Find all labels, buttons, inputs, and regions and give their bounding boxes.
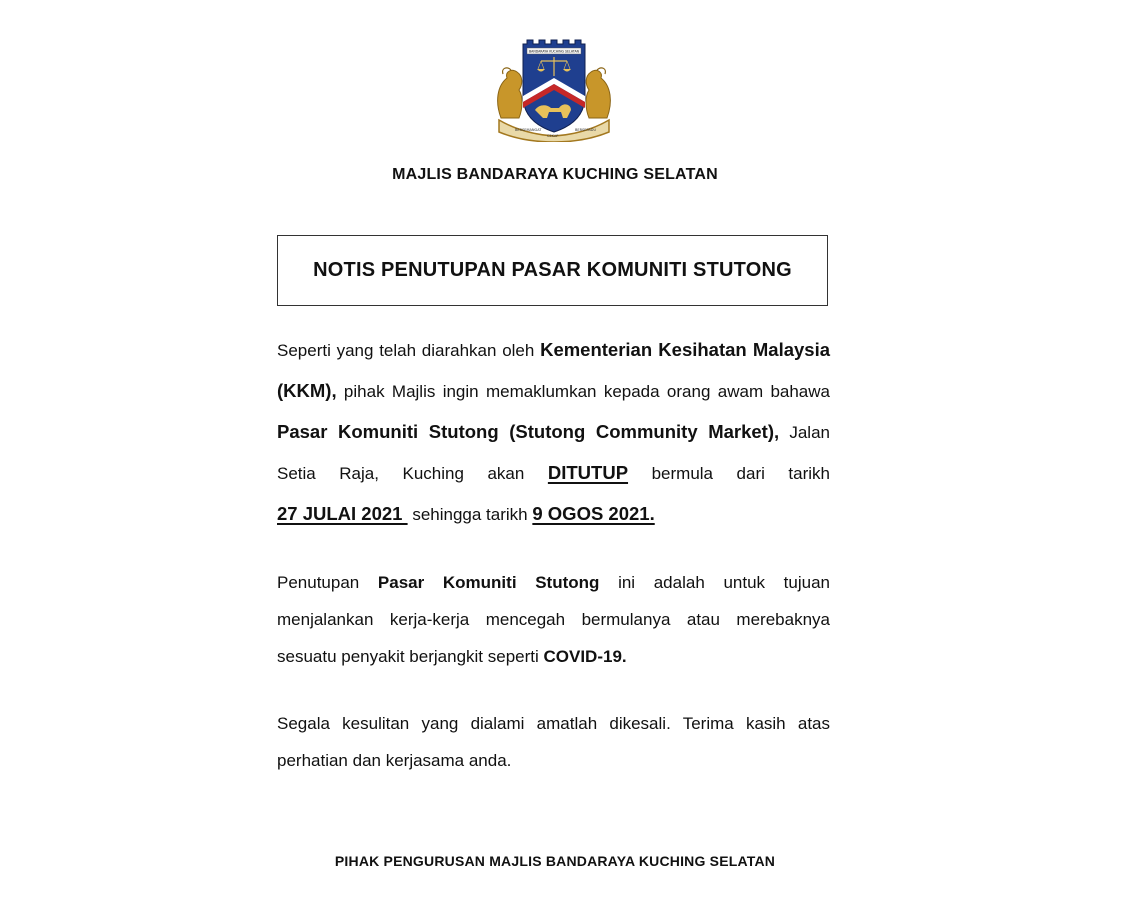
notice-paragraph-1 <box>277 330 830 535</box>
p1-text-2: pihak Majlis ingin memaklumkan kepada orang awam bahawa <box>336 382 830 401</box>
notice-paragraph-3: Segala kesulitan yang dialami amatlah dikesali. Terima kasih atas perhatian dan kerjasama anda. <box>277 714 830 770</box>
crest-scroll-text: BANDARAYA KUCHING SELATAN <box>528 49 580 54</box>
p1-text-5: sehingga tarikh <box>407 505 533 524</box>
p2-text-2: ini adalah untuk tujuan menjalankan kerja-kerja mencegah bermulanya atau merebaknya sesuatu penyakit berjangkit seperti <box>277 573 831 666</box>
p1-ditutup: DITUTUP <box>547 462 629 483</box>
p1-market-name: Pasar Komuniti Stutong (Stutong Community Market), <box>277 421 780 442</box>
crest-motto-right: BERSEPADU <box>575 128 597 132</box>
notice-paragraph-2 <box>277 564 830 675</box>
crest-motto-center: CEKAP <box>547 134 559 138</box>
p2-text-1: Penutupan <box>277 573 378 592</box>
notice-title-box <box>277 235 828 306</box>
p1-text-4: bermula dari tarikh <box>628 464 830 483</box>
footer-signature: PIHAK PENGURUSAN MAJLIS BANDARAYA KUCHING SELATAN <box>334 853 776 869</box>
p1-text-1: Seperti yang telah diarahkan oleh <box>277 341 541 360</box>
notice-title: NOTIS PENUTUPAN PASAR KOMUNITI STUTONG <box>313 259 792 281</box>
p1-date-start: 27 JULAI 2021 <box>277 503 408 524</box>
p2-market-name: Pasar Komuniti Stutong <box>377 573 600 592</box>
p1-ministry-name: Kementerian Kesihatan Malaysia (KKM), <box>277 339 830 401</box>
crest-motto-left: BERSEMANGAT <box>515 128 542 132</box>
organization-heading: MAJLIS BANDARAYA KUCHING SELATAN <box>392 166 718 183</box>
p1-text-3: Jalan Setia Raja, Kuching akan <box>277 423 830 483</box>
p1-date-end: 9 OGOS 2021. <box>532 503 655 524</box>
p2-covid: COVID-19. <box>543 647 627 666</box>
city-crest-emblem <box>493 38 615 142</box>
